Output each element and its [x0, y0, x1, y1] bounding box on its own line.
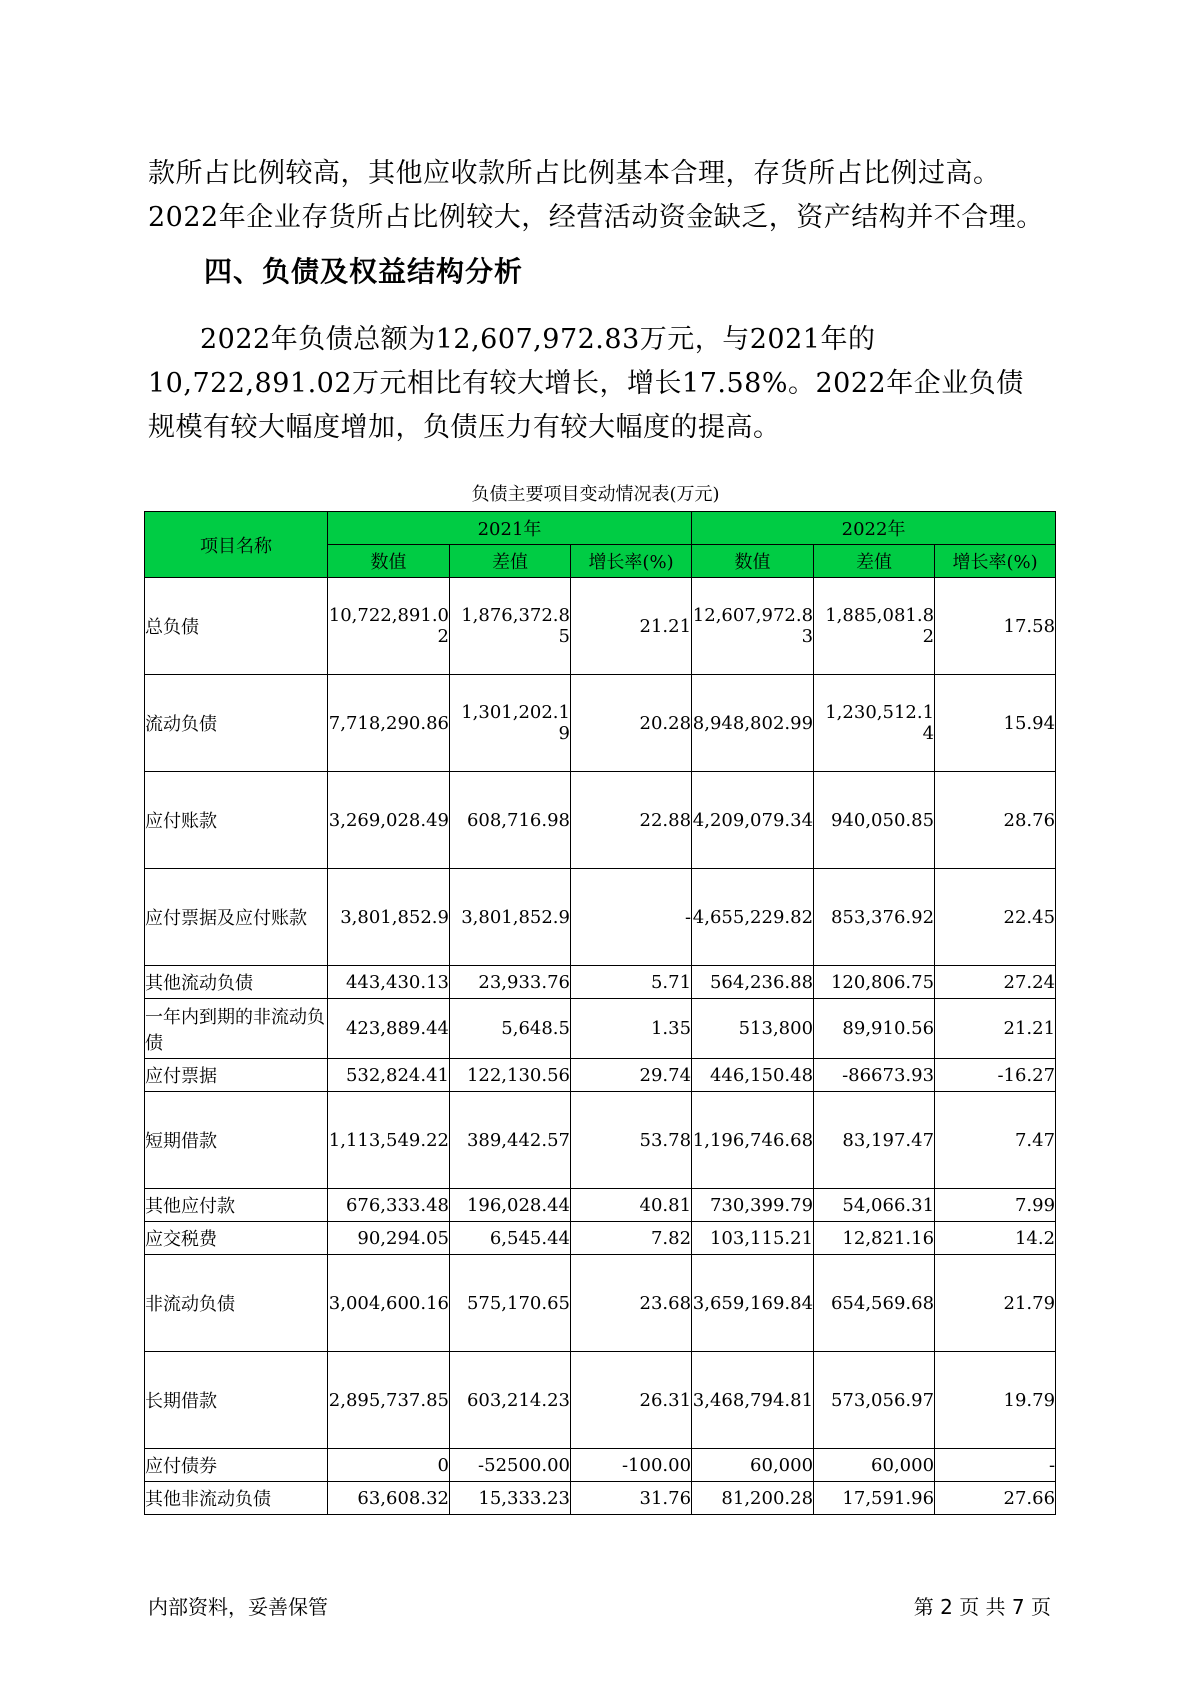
table-row [145, 966, 1056, 999]
diff-2021-cell: 196,028.44 [450, 1189, 571, 1222]
diff-2022-cell: 60,000 [814, 1449, 935, 1482]
table-row [145, 1059, 1056, 1092]
header-rate-2022: 增长率(%) [935, 545, 1056, 578]
diff-2022-cell: 83,197.47 [814, 1092, 935, 1189]
value-2021-cell: 0 [328, 1449, 450, 1482]
rate-2022-cell: - [935, 1449, 1056, 1482]
row-name-cell: 其他流动负债 [145, 966, 328, 999]
liability-table [144, 511, 1056, 1515]
value-2022-cell: 81,200.28 [692, 1482, 814, 1515]
diff-2022-cell: 853,376.92 [814, 869, 935, 966]
rate-2021-cell: 7.82 [571, 1222, 692, 1255]
diff-2022-cell: 1,230,512.14 [814, 675, 935, 772]
rate-2021-cell: 20.28 [571, 675, 692, 772]
rate-2022-cell: 14.2 [935, 1222, 1056, 1255]
rate-2022-cell: 27.66 [935, 1482, 1056, 1515]
value-2021-cell: 10,722,891.02 [328, 578, 450, 675]
diff-2022-cell: 573,056.97 [814, 1352, 935, 1449]
table-row [145, 1092, 1056, 1189]
table-row [145, 1189, 1056, 1222]
value-2022-cell: 103,115.21 [692, 1222, 814, 1255]
value-2022-cell: 4,655,229.82 [692, 869, 814, 966]
header-diff-2021: 差值 [450, 545, 571, 578]
table-row [145, 1482, 1056, 1515]
diff-2022-cell: 120,806.75 [814, 966, 935, 999]
diff-2021-cell: 122,130.56 [450, 1059, 571, 1092]
diff-2022-cell: 1,885,081.82 [814, 578, 935, 675]
diff-2021-cell: 23,933.76 [450, 966, 571, 999]
value-2021-cell: 2,895,737.85 [328, 1352, 450, 1449]
table-row [145, 1352, 1056, 1449]
value-2022-cell: 446,150.48 [692, 1059, 814, 1092]
footer-page-number: 第 2 页 共 7 页 [913, 1595, 1051, 1619]
rate-2021-cell: 5.71 [571, 966, 692, 999]
diff-2022-cell: 89,910.56 [814, 999, 935, 1059]
value-2022-cell: 3,659,169.84 [692, 1255, 814, 1352]
rate-2022-cell: 27.24 [935, 966, 1056, 999]
row-name-cell: 流动负债 [145, 675, 328, 772]
row-name-cell: 长期借款 [145, 1352, 328, 1449]
value-2021-cell: 63,608.32 [328, 1482, 450, 1515]
value-2022-cell: 3,468,794.81 [692, 1352, 814, 1449]
rate-2021-cell: 1.35 [571, 999, 692, 1059]
diff-2022-cell: 940,050.85 [814, 772, 935, 869]
value-2022-cell: 513,800 [692, 999, 814, 1059]
row-name-cell: 非流动负债 [145, 1255, 328, 1352]
value-2021-cell: 3,269,028.49 [328, 772, 450, 869]
table-row [145, 1449, 1056, 1482]
diff-2022-cell: 654,569.68 [814, 1255, 935, 1352]
header-diff-2022: 差值 [814, 545, 935, 578]
table-row [145, 675, 1056, 772]
header-value-2022: 数值 [692, 545, 814, 578]
diff-2021-cell: 608,716.98 [450, 772, 571, 869]
diff-2021-cell: 389,442.57 [450, 1092, 571, 1189]
value-2022-cell: 1,196,746.68 [692, 1092, 814, 1189]
rate-2021-cell: 23.68 [571, 1255, 692, 1352]
rate-2021-cell: 40.81 [571, 1189, 692, 1222]
table-row [145, 578, 1056, 675]
rate-2022-cell: 7.47 [935, 1092, 1056, 1189]
diff-2022-cell: 54,066.31 [814, 1189, 935, 1222]
rate-2021-cell: 26.31 [571, 1352, 692, 1449]
diff-2021-cell: 1,301,202.19 [450, 675, 571, 772]
value-2021-cell: 3,004,600.16 [328, 1255, 450, 1352]
diff-2021-cell: 3,801,852.9 [450, 869, 571, 966]
row-name-cell: 短期借款 [145, 1092, 328, 1189]
value-2021-cell: 443,430.13 [328, 966, 450, 999]
table-row [145, 1222, 1056, 1255]
rate-2022-cell: 21.79 [935, 1255, 1056, 1352]
header-year-2022: 2022年 [692, 512, 1056, 545]
table-row [145, 1255, 1056, 1352]
row-name-cell: 应付票据及应付账款 [145, 869, 328, 966]
row-name-cell: 其他应付款 [145, 1189, 328, 1222]
footer-confidential-note: 内部资料，妥善保管 [148, 1595, 328, 1619]
rate-2022-cell: 17.58 [935, 578, 1056, 675]
rate-2022-cell: 22.45 [935, 869, 1056, 966]
section-heading: 四、负债及权益结构分析 [204, 255, 524, 288]
value-2021-cell: 423,889.44 [328, 999, 450, 1059]
diff-2021-cell: -52500.00 [450, 1449, 571, 1482]
diff-2022-cell: 12,821.16 [814, 1222, 935, 1255]
rate-2021-cell: - [571, 869, 692, 966]
diff-2021-cell: 603,214.23 [450, 1352, 571, 1449]
rate-2021-cell: 22.88 [571, 772, 692, 869]
table-row [145, 869, 1056, 966]
diff-2022-cell: 17,591.96 [814, 1482, 935, 1515]
value-2022-cell: 730,399.79 [692, 1189, 814, 1222]
table-row [145, 999, 1056, 1059]
rate-2022-cell: 15.94 [935, 675, 1056, 772]
row-name-cell: 总负债 [145, 578, 328, 675]
diff-2021-cell: 575,170.65 [450, 1255, 571, 1352]
header-value-2021: 数值 [328, 545, 450, 578]
diff-2021-cell: 15,333.23 [450, 1482, 571, 1515]
rate-2022-cell: 28.76 [935, 772, 1056, 869]
header-rate-2021: 增长率(%) [571, 545, 692, 578]
row-name-cell: 应付账款 [145, 772, 328, 869]
value-2021-cell: 7,718,290.86 [328, 675, 450, 772]
value-2021-cell: 90,294.05 [328, 1222, 450, 1255]
value-2021-cell: 532,824.41 [328, 1059, 450, 1092]
rate-2021-cell: 53.78 [571, 1092, 692, 1189]
paragraph-liability-summary: 2022年负债总额为12,607,972.83万元，与2021年的10,722,891.02万元相比有较大增长，增长17.58%。2022年企业负债规模有较大幅度增加，负债压力有较大幅度的提高。 [148, 324, 1024, 443]
rate-2022-cell: 19.79 [935, 1352, 1056, 1449]
diff-2022-cell: -86673.93 [814, 1059, 935, 1092]
rate-2022-cell: 7.99 [935, 1189, 1056, 1222]
rate-2021-cell: 31.76 [571, 1482, 692, 1515]
diff-2021-cell: 1,876,372.85 [450, 578, 571, 675]
value-2022-cell: 60,000 [692, 1449, 814, 1482]
rate-2021-cell: 21.21 [571, 578, 692, 675]
value-2022-cell: 4,209,079.34 [692, 772, 814, 869]
header-year-2021: 2021年 [328, 512, 692, 545]
row-name-cell: 应付债券 [145, 1449, 328, 1482]
value-2021-cell: 1,113,549.22 [328, 1092, 450, 1189]
rate-2021-cell: 29.74 [571, 1059, 692, 1092]
paragraph-asset-structure: 款所占比例较高，其他应收款所占比例基本合理，存货所占比例过高。2022年企业存货所占比例较大，经营活动资金缺乏，资产结构并不合理。 [148, 158, 1044, 233]
value-2022-cell: 8,948,802.99 [692, 675, 814, 772]
row-name-cell: 其他非流动负债 [145, 1482, 328, 1515]
row-name-cell: 应付票据 [145, 1059, 328, 1092]
value-2021-cell: 676,333.48 [328, 1189, 450, 1222]
value-2021-cell: 3,801,852.9 [328, 869, 450, 966]
rate-2022-cell: 21.21 [935, 999, 1056, 1059]
diff-2021-cell: 6,545.44 [450, 1222, 571, 1255]
table-row [145, 772, 1056, 869]
row-name-cell: 应交税费 [145, 1222, 328, 1255]
value-2022-cell: 12,607,972.83 [692, 578, 814, 675]
row-name-cell: 一年内到期的非流动负债 [145, 999, 328, 1059]
table-caption: 负债主要项目变动情况表(万元) [471, 484, 720, 505]
rate-2022-cell: -16.27 [935, 1059, 1056, 1092]
rate-2021-cell: -100.00 [571, 1449, 692, 1482]
diff-2021-cell: 5,648.5 [450, 999, 571, 1059]
header-item-name: 项目名称 [145, 512, 328, 578]
value-2022-cell: 564,236.88 [692, 966, 814, 999]
